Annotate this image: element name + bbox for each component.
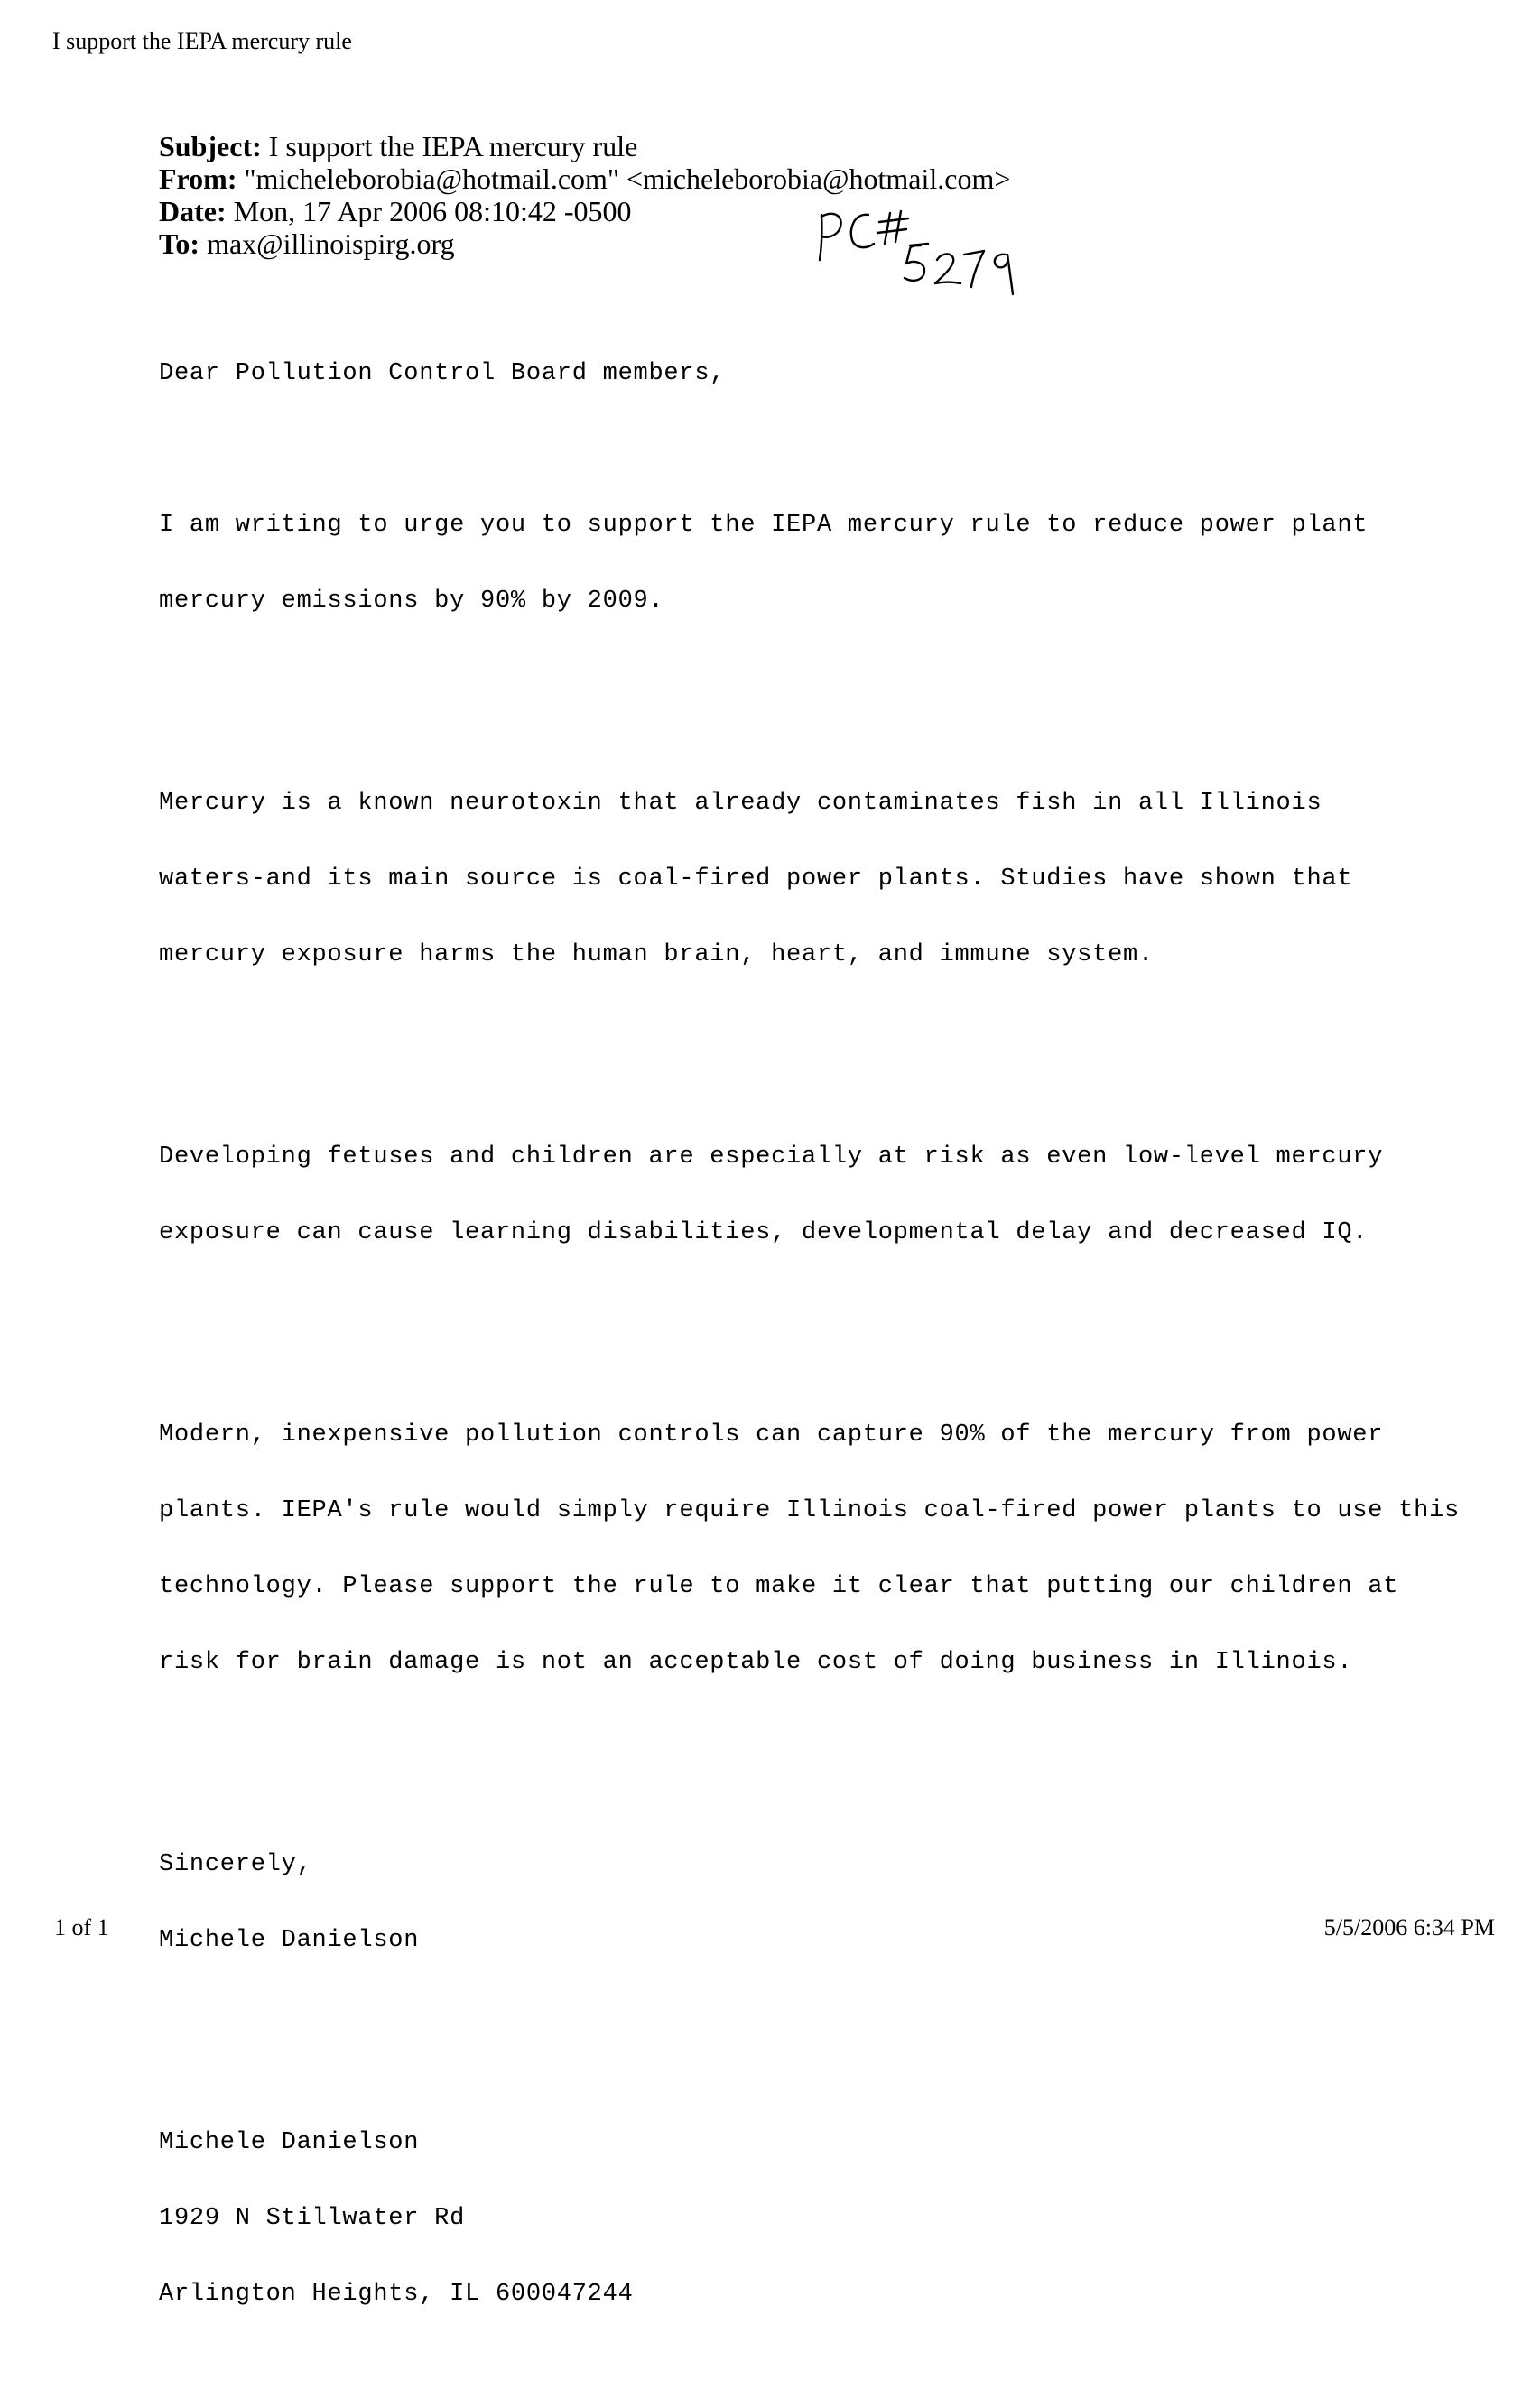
address-line: Michele Danielson [159,2129,420,2156]
date-label: Date: [159,195,227,227]
print-timestamp: 5/5/2006 6:34 PM [1323,1914,1495,1940]
paragraph-line: plants. IEPA's rule would simply require Illinois coal-fired power plants to use this [159,1497,1460,1524]
paragraph-line: mercury exposure harms the human brain, heart, and immune system. [159,941,1154,968]
paragraph-line: I am writing to urge you to support the IEPA mercury rule to reduce power plant [159,512,1369,539]
date-value: Mon, 17 Apr 2006 08:10:42 -0500 [233,195,632,227]
paragraph-line: Developing fetuses and children are especially at risk as even low-level mercury [159,1144,1384,1171]
address-line: 1929 N Stillwater Rd [159,2205,466,2232]
from-label: From: [159,162,237,195]
address-line: Arlington Heights, IL 600047244 [159,2281,634,2308]
paragraph-line: Mercury is a known neurotoxin that already contaminates fish in all Illinois [159,790,1322,817]
from-line [159,162,1010,195]
from-value: "micheleborobia@hotmail.com" <micheleborobia@hotmail.com> [244,162,1011,195]
paragraph-2 [159,740,1441,1018]
subject-label: Subject: [159,130,262,162]
paragraph-line: Modern, inexpensive pollution controls can capture 90% of the mercury from power [159,1422,1384,1449]
address-block [159,2079,1441,2357]
signature: Michele Danielson [159,1927,420,1954]
subject-value: I support the IEPA mercury rule [268,130,638,162]
paragraph-1 [159,462,1441,664]
closing-block [159,1801,1441,2004]
paragraph-line: exposure can cause learning disabilities, developmental delay and decreased IQ. [159,1219,1369,1246]
print-header-title: I support the IEPA mercury rule [52,28,352,54]
to-label: To: [159,227,200,260]
email-body [159,310,1460,2408]
paragraph-line: technology. Please support the rule to make it clear that putting our children at [159,1573,1399,1600]
greeting: Dear Pollution Control Board members, [159,360,726,387]
paragraph-3 [159,1094,1441,1296]
paragraph-4 [159,1372,1460,1726]
paragraph-line: mercury emissions by 90% by 2009. [159,588,664,615]
paragraph-line: risk for brain damage is not an acceptable cost of doing business in Illinois. [159,1649,1353,1676]
paragraph-line: waters-and its main source is coal-fired power plants. Studies have shown that [159,866,1353,893]
subject-line [159,130,1010,162]
closing: Sincerely, [159,1851,312,1878]
to-value: max@illinoispirg.org [207,227,455,260]
handwritten-pc-number [812,204,1047,303]
page-number: 1 of 1 [54,1914,109,1940]
